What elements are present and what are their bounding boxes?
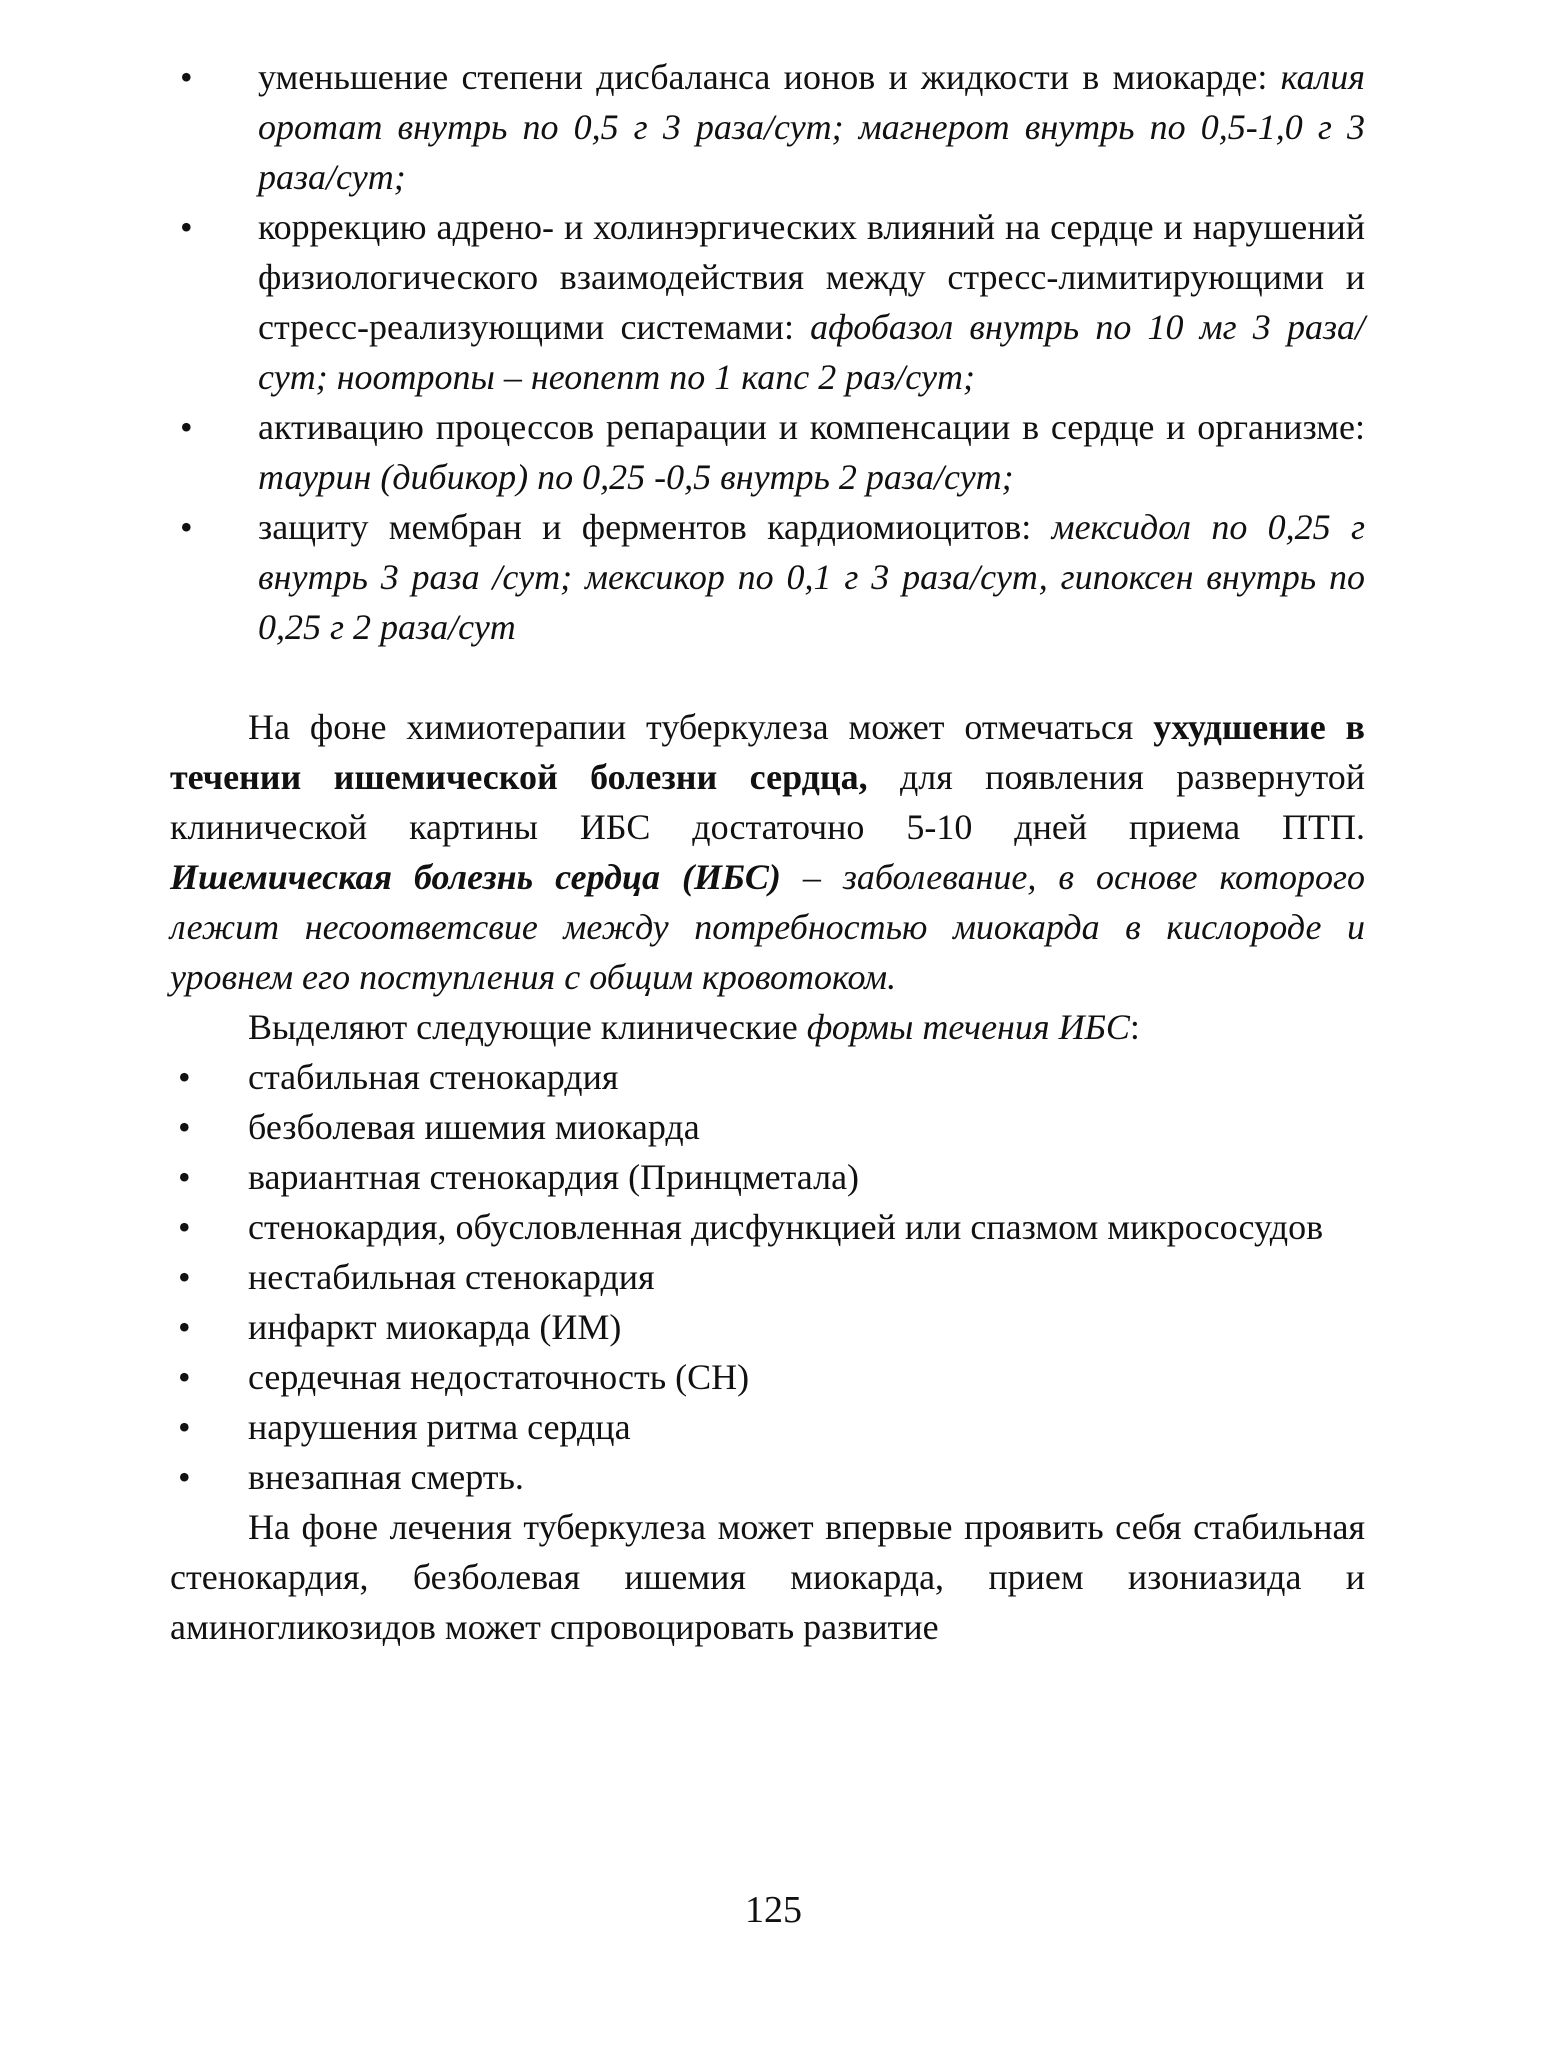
list-item: • защиту мембран и ферментов кардиомиоцитов: мексидол по 0,25 г внутрь 3 раза /сут; мексикор по 0,1 г 3 раза/сут, гипоксен внутрь по 0,25 г 2 раза/сут (170, 502, 1365, 652)
list-item: • сердечная недостаточность (СН) (170, 1352, 1365, 1402)
list-item: • уменьшение степени дисбаланса ионов и жидкости в миокарде: калия оротат внутрь по 0,5 г 3 раза/сут; магнерот внутрь по 0,5-1,0 г 3 раза/сут; (170, 52, 1365, 202)
list-item: • нестабильная стенокардия (170, 1252, 1365, 1302)
paragraph-ibs-definition: На фоне химиотерапии туберкулеза может отмечаться ухудшение в течении ишемической болезни сердца, для появления развернутой клинической картины ИБС достаточно 5-10 дней приема ПТП. Ишемическая болезнь сердца (ИБС) – заболевание, в основе которого лежит несоответсвие между потребностью миокарда в кислороде и уровнем его поступления с общим кровотоком. (170, 707, 1366, 997)
list-item: • стенокардия, обусловленная дисфункцией или спазмом микрососудов (170, 1202, 1365, 1252)
list-item: • стабильная стенокардия (170, 1052, 1365, 1102)
list-item: • нарушения ритма сердца (170, 1402, 1365, 1452)
spacer (170, 652, 1365, 702)
paragraph-forms-intro: Выделяют следующие клинические формы течения ИБС: (248, 1007, 1140, 1047)
ibs-forms-list (170, 1052, 1365, 1502)
page-number: 125 (745, 1889, 802, 1931)
treatment-bullet-list (170, 52, 1365, 652)
list-item: • активацию процессов репарации и компенсации в сердце и организме: таурин (дибикор) по 0,25 -0,5 внутрь 2 раза/сут; (170, 402, 1365, 502)
list-item: • вариантная стенокардия (Принцметала) (170, 1152, 1365, 1202)
paragraph-treatment-note: На фоне лечения туберкулеза может впервые проявить себя стабильная стенокардия, безболевая ишемия миокарда, прием изониазида и аминогликозидов может спровоцировать развитие (170, 1507, 1365, 1647)
page-body (170, 52, 1365, 1652)
list-item: • внезапная смерть. (170, 1452, 1365, 1502)
list-item: • инфаркт миокарда (ИМ) (170, 1302, 1365, 1352)
list-item: • безболевая ишемия миокарда (170, 1102, 1365, 1152)
list-item: • коррекцию адрено- и холинэргических влияний на сердце и нарушений физиологического взаимодействия между стресс-лимитирующими и стресс-реализующими системами: афобазол внутрь по 10 мг 3 раза/сут; ноотропы – неопепт по 1 капс 2 раз/сут; (170, 202, 1365, 402)
